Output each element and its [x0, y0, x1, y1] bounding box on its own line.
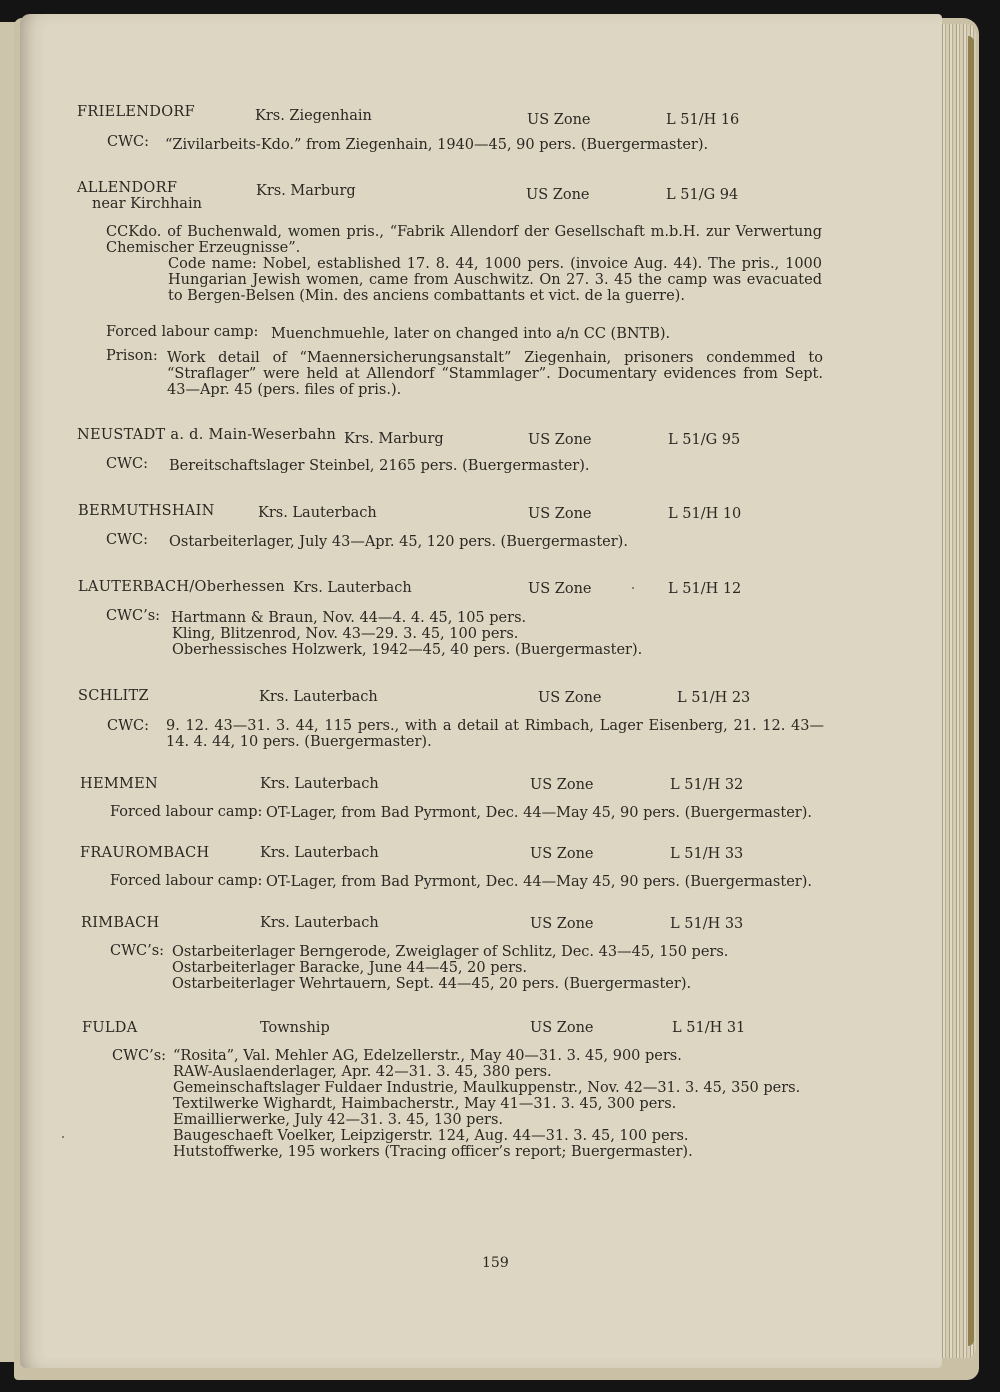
detail-line: Ostarbeiterlager Wehrtauern, Sept. 44—45, 20 pers. (Buergermaster). [172, 976, 692, 992]
district: Krs. Lauterbach [293, 580, 412, 596]
speck [632, 587, 634, 589]
detail-text: Bereitschaftslager Steinbel, 2165 pers. (Buergermaster). [169, 458, 590, 474]
detail-line: Textilwerke Wighardt, Haimbacherstr., May 41—31. 3. 45, 300 pers. [173, 1096, 677, 1112]
detail-label: Forced labour camp: [110, 804, 263, 820]
detail-line: “Rosita”, Val. Mehler AG, Edelzellerstr., May 40—31. 3. 45, 900 pers. [173, 1048, 682, 1064]
detail-text: Ostarbeiterlager, July 43—Apr. 45, 120 pers. (Buergermaster). [169, 534, 628, 550]
detail-label: CWC’s: [110, 943, 165, 959]
map-grid: L 51/H 12 [668, 581, 742, 597]
detail-label: CWC: [106, 532, 148, 548]
detail-label: CWC’s: [106, 608, 161, 624]
detail-line: Ostarbeiterlager Baracke, June 44—45, 20 pers. [172, 960, 528, 976]
zone: US Zone [538, 690, 602, 706]
district: Krs. Lauterbach [259, 689, 378, 705]
map-grid: L 51/G 94 [666, 187, 739, 203]
detail-line: Hutstoffwerke, 195 workers (Tracing officer’s report; Buergermaster). [173, 1144, 693, 1160]
detail-label: CWC: [106, 456, 148, 472]
detail-label: CCKdo. [106, 224, 162, 240]
map-grid: L 51/H 10 [668, 506, 742, 522]
zone: US Zone [528, 432, 592, 448]
place-name: LAUTERBACH/Oberhessen [78, 579, 285, 595]
district: Krs. Lauterbach [260, 915, 379, 931]
district: Krs. Lauterbach [260, 776, 379, 792]
place-name: BERMUTHSHAIN [78, 503, 215, 519]
detail-text: “Zivilarbeits-Kdo.” from Ziegenhain, 1940—45, 90 pers. (Buergermaster). [165, 137, 709, 153]
place-subname: near Kirchhain [92, 196, 202, 212]
place-name: NEUSTADT a. d. Main-Weserbahn [77, 427, 337, 443]
district: Krs. Lauterbach [258, 505, 377, 521]
detail-line: RAW-Auslaenderlager, Apr. 42—31. 3. 45, 380 pers. [173, 1064, 552, 1080]
place-name: FRIELENDORF [77, 104, 195, 120]
place-name: RIMBACH [81, 915, 160, 931]
map-grid: L 51/H 33 [670, 916, 744, 932]
detail-line: Emaillierwerke, July 42—31. 3. 45, 130 pers. [173, 1112, 504, 1128]
detail-label: CWC: [107, 134, 149, 150]
detail-line: Hartmann & Braun, Nov. 44—4. 4. 45, 105 pers. [171, 610, 527, 626]
book-page [20, 14, 942, 1368]
detail-line: Oberhessisches Holzwerk, 1942—45, 40 pers. (Buergermaster). [172, 642, 643, 658]
map-grid: L 51/G 95 [668, 432, 741, 448]
zone: US Zone [528, 506, 592, 522]
zone: US Zone [530, 1020, 594, 1036]
detail-label: Prison: [106, 348, 158, 364]
detail-text: Work detail of “Maennersicherungsanstalt” Ziegenhain, prisoners condemmed to “Straflager” were held at Allendorf “Stammlager”. Documentary evidences from Sept. 43—Apr. 45 (pers. files of pris.). [167, 350, 823, 398]
zone: US Zone [530, 777, 594, 793]
speck [62, 1136, 64, 1138]
district: Township [260, 1020, 330, 1036]
map-grid: L 51/H 33 [670, 846, 744, 862]
detail-label: Forced labour camp: [110, 873, 263, 889]
detail-line: Ostarbeiterlager Berngerode, Zweiglager of Schlitz, Dec. 43—45, 150 pers. [172, 944, 729, 960]
detail-line: Baugeschaeft Voelker, Leipzigerstr. 124, Aug. 44—31. 3. 45, 100 pers. [173, 1128, 689, 1144]
district: Krs. Marburg [256, 183, 356, 199]
map-grid: L 51/H 16 [666, 112, 740, 128]
detail-text: of Buchenwald, women pris., “Fabrik Allendorf der Gesellschaft m.b.H. zur Verwertung Chemischer Erzeugnisse”. [106, 224, 823, 256]
detail-extra: Code name: Nobel, established 17. 8. 44, 1000 pers. (invoice Aug. 44). The pris., 1000 Hungarian Jewish women, came from Auschwitz. On 27. 3. 45 the camp was evacuated to Bergen-Belsen (Min. des anciens combattants et vict. de la guerre). [168, 256, 822, 304]
detail-line: Kling, Blitzenrod, Nov. 43—29. 3. 45, 100 pers. [172, 626, 519, 642]
district: Krs. Ziegenhain [255, 108, 372, 124]
map-grid: L 51/H 23 [677, 690, 751, 706]
detail-line: Gemeinschaftslager Fuldaer Industrie, Maulkuppenstr., Nov. 42—31. 3. 45, 350 pers. [173, 1080, 801, 1096]
zone: US Zone [526, 187, 590, 203]
place-name: FULDA [82, 1020, 138, 1036]
district: Krs. Lauterbach [260, 845, 379, 861]
gilded-edge [968, 36, 974, 1346]
page-number: 159 [482, 1255, 509, 1271]
map-grid: L 51/H 31 [672, 1020, 746, 1036]
detail-text: Muenchmuehle, later on changed into a/n CC (BNTB). [271, 326, 671, 342]
place-name: SCHLITZ [78, 688, 149, 704]
district: Krs. Marburg [344, 431, 444, 447]
detail-label: CWC: [107, 718, 149, 734]
detail-text: OT-Lager, from Bad Pyrmont, Dec. 44—May 45, 90 pers. (Buergermaster). [266, 874, 812, 890]
zone: US Zone [527, 112, 591, 128]
place-name: HEMMEN [80, 776, 158, 792]
detail-label: CWC’s: [112, 1048, 167, 1064]
place-name: ALLENDORF [77, 180, 178, 196]
place-name: FRAUROMBACH [80, 845, 210, 861]
detail-text: 9. 12. 43—31. 3. 44, 115 pers., with a detail at Rimbach, Lager Eisenberg, 21. 12. 43—14. 4. 44, 10 pers. (Buergermaster). [166, 718, 824, 750]
zone: US Zone [528, 581, 592, 597]
zone: US Zone [530, 916, 594, 932]
detail-paragraph [106, 224, 822, 304]
map-grid: L 51/H 32 [670, 777, 744, 793]
detail-text: OT-Lager, from Bad Pyrmont, Dec. 44—May 45, 90 pers. (Buergermaster). [266, 805, 812, 821]
zone: US Zone [530, 846, 594, 862]
detail-label: Forced labour camp: [106, 324, 259, 340]
